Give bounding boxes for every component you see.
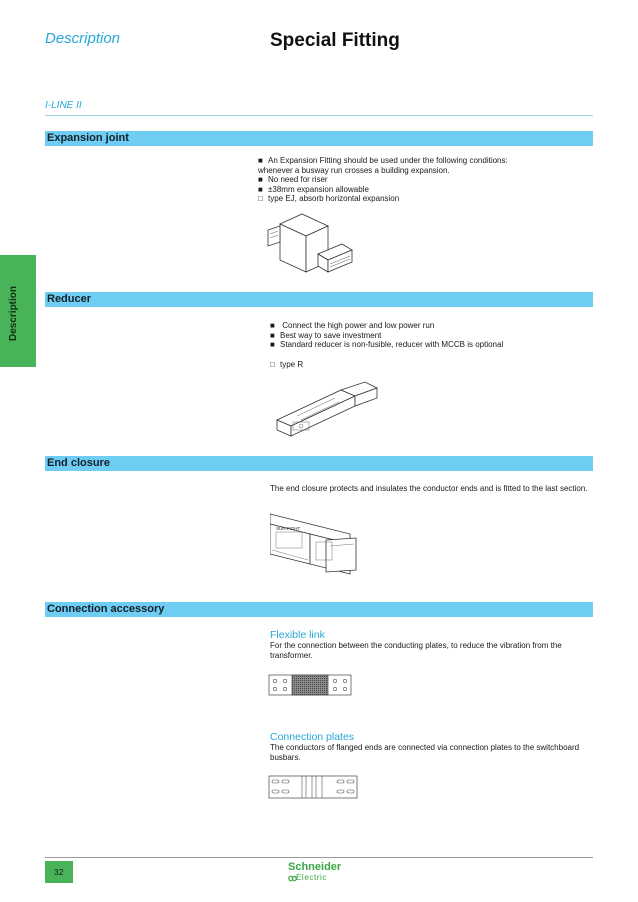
connection-plates-title: Connection plates — [270, 731, 355, 743]
text: ±38mm expansion allowable — [268, 184, 369, 194]
bullet-icon: ■ — [270, 330, 275, 340]
text: No need for riser — [268, 175, 328, 184]
flexible-link-text: For the connection between the conducting plates, to reduce the vibration from the transformer. — [270, 641, 562, 660]
bullet-icon: ■ — [270, 321, 275, 330]
bullet-icon: ■ — [258, 175, 263, 184]
expansion-joint-illustration — [266, 212, 358, 284]
side-tab — [0, 255, 36, 367]
text: type EJ, absorb horizontal expansion — [268, 194, 400, 203]
expansion-text — [258, 156, 598, 204]
section-label: Description — [45, 30, 121, 47]
brand-logo — [288, 861, 358, 887]
side-tab-label: Description — [8, 285, 19, 341]
brand-mark-icon: ꝏ — [288, 873, 298, 883]
text: Connect the high power and low power run — [280, 321, 435, 330]
text: Standard reducer is non-fusible, reducer with MCCB is optional — [280, 340, 504, 349]
flexible-link-illustration — [268, 674, 352, 696]
connection-plates-illustration — [268, 775, 360, 801]
page-title: Special Fitting — [270, 30, 400, 51]
bullet-icon: ■ — [258, 156, 263, 165]
section-heading: End closure — [47, 457, 110, 469]
product-label: SUN FIGHT — [276, 526, 301, 531]
brand-name: Schneider — [288, 861, 342, 873]
text: An Expansion Fitting should be used under the following conditions: — [268, 156, 508, 165]
connection-plates-text: The conductors of flanged ends are connected via connection plates to the switchboard busbars. — [270, 743, 580, 762]
text: whenever a busway run crosses a building expansion. — [258, 165, 450, 175]
text: type R — [280, 359, 304, 369]
end-closure-text: The end closure protects and insulates the conductor ends and is fitted to the last section. — [270, 484, 588, 493]
section-heading: Reducer — [47, 293, 92, 305]
reducer-illustration — [273, 380, 383, 442]
text: Best way to save investment — [280, 330, 382, 340]
section-bar-reducer — [45, 292, 593, 307]
brand-subname: Electric — [296, 873, 328, 882]
footer-divider — [45, 857, 593, 858]
bullet-icon: ■ — [258, 184, 263, 194]
section-heading: Expansion joint — [47, 132, 129, 144]
page-number-badge — [45, 861, 73, 883]
section-bar-end-closure — [45, 456, 593, 471]
end-closure-illustration — [270, 510, 362, 576]
page-number: 32 — [54, 867, 64, 877]
section-bar-expansion — [45, 131, 593, 146]
checkbox-icon: □ — [258, 194, 263, 203]
divider — [45, 115, 593, 116]
section-bar-connection — [45, 602, 593, 617]
reducer-text — [270, 321, 600, 369]
subheading: I-LINE II — [45, 100, 82, 111]
bullet-icon: ■ — [270, 340, 275, 349]
checkbox-icon: □ — [270, 359, 275, 369]
section-heading: Connection accessory — [47, 603, 165, 615]
flexible-link-title: Flexible link — [270, 629, 325, 641]
